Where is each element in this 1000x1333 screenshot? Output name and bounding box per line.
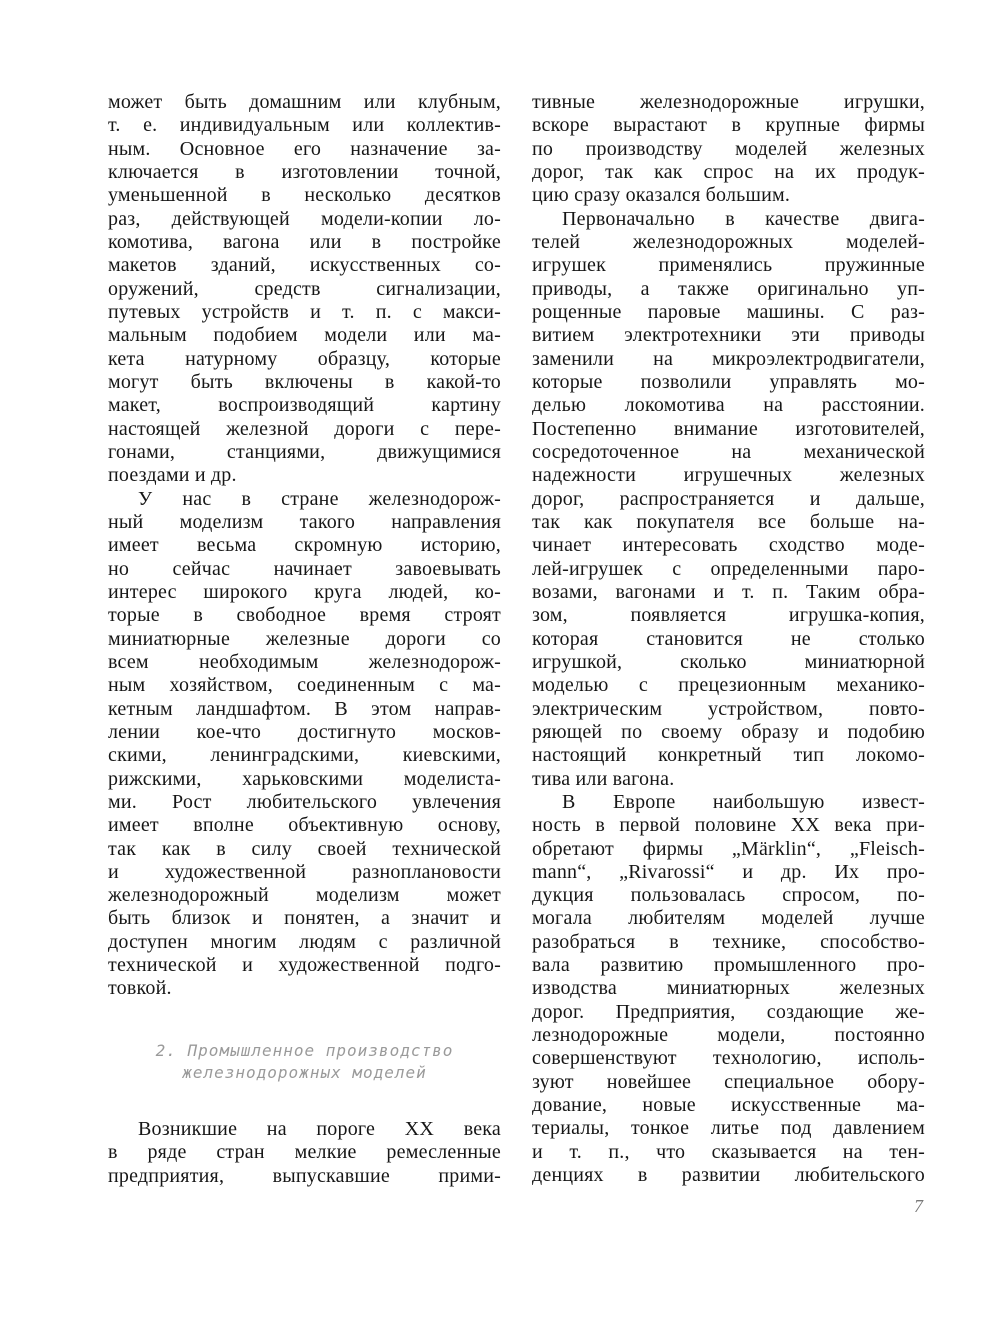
text-line: которые позволили управлять мо-	[532, 370, 925, 393]
text-line: может быть домашним или клубным,	[108, 91, 501, 113]
text-line: предприятия, выпускавшие прими-	[108, 1164, 501, 1187]
text-line: ным. Основное его назначение за-	[108, 137, 501, 160]
text-line: имеет весьма скромную историю,	[108, 534, 501, 557]
text-line: денциях в развитии любительского	[532, 1164, 925, 1187]
text-line: раз, действующей модели-копии ло-	[108, 207, 501, 230]
text-line: телей железнодорожных моделей-	[532, 230, 925, 253]
left-column-continued	[108, 1118, 501, 1188]
text-line: настоящей железной дороги с пере-	[108, 417, 501, 440]
text-line: совершенствуют технологию, исполь-	[532, 1047, 925, 1070]
text-line: вскоре вырастают в крупные фирмы	[532, 114, 925, 137]
text-line: териалы, тонкое литье под давлением	[532, 1117, 925, 1140]
text-line: дорог. Предприятия, создающие же-	[532, 1000, 925, 1023]
text-line: кетным ландшафтом. В этом направ-	[108, 697, 501, 720]
text-line: доступен многим людям с различной	[108, 930, 501, 953]
paragraph	[108, 488, 501, 1001]
text-line: гонами, станциями, движущимися	[108, 440, 501, 463]
right-column	[532, 91, 925, 1187]
text-line: рижскими, харьковскими моделиста-	[108, 767, 501, 790]
text-line: ми. Рост любительского увлечения	[108, 790, 501, 813]
text-line: и художественной разноплановости	[108, 860, 501, 883]
text-line: лезнодорожные модели, постоянно	[532, 1024, 925, 1047]
text-line: технической и художественной подго-	[108, 954, 501, 977]
text-line: могала любителям моделей лучше	[532, 907, 925, 930]
paragraph	[532, 791, 925, 1188]
section-heading-line-1: 2. Промышленное производство	[155, 1041, 454, 1060]
text-line: макетов зданий, искусственных со-	[108, 254, 501, 277]
text-line: ряющей по своему образу и подобию	[532, 720, 925, 743]
text-line: надежности игрушечных железных	[532, 464, 925, 487]
text-line: и т. п., что сказывается на тен-	[532, 1140, 925, 1163]
text-line: имеет вполне объективную основу,	[108, 814, 501, 837]
text-line: товкой.	[108, 977, 172, 1000]
text-line: так как в силу своей технической	[108, 837, 501, 860]
text-line: дукция пользовалась спросом, по-	[532, 884, 925, 907]
text-line: т. е. индивидуальным или коллектив-	[108, 114, 501, 137]
text-line: ключается в изготовлении точной,	[108, 160, 501, 183]
section-heading	[108, 1040, 501, 1084]
text-line: тивные железнодорожные игрушки,	[532, 91, 925, 113]
text-line: зом, появляется игрушка-копия,	[532, 604, 925, 627]
text-line: по производству моделей железных	[532, 137, 925, 160]
text-line: ным хозяйством, соединенным с ма-	[108, 674, 501, 697]
text-line: быть близок и понятен, а значит и	[108, 907, 501, 930]
section-heading-line-2: железнодорожных моделей	[182, 1063, 427, 1082]
paragraph	[108, 1118, 501, 1188]
text-line: моделью с прецезионным механико-	[532, 674, 925, 697]
text-line: уменьшенной в несколько десятков	[108, 184, 501, 207]
text-line: которая становится не столько	[532, 627, 925, 650]
text-line: электрическим устройством, повто-	[532, 697, 925, 720]
text-line: могут быть включены в какой-то	[108, 370, 501, 393]
text-line: оружений, средств сигнализации,	[108, 277, 501, 300]
text-line: У нас в стране железнодорож-	[138, 487, 501, 510]
text-line: возами, вагонами и т. п. Таким обра-	[532, 580, 925, 603]
text-line: В Европе наибольшую извест-	[562, 790, 925, 813]
text-line: дование, новые искусственные ма-	[532, 1094, 925, 1117]
text-line: тива или вагона.	[532, 767, 675, 790]
text-line: путевых устройств и т. п. с макси-	[108, 300, 501, 323]
paragraph	[532, 208, 925, 791]
text-line: всем необходимым железнодорож-	[108, 650, 501, 673]
text-line: лей-игрушек с определенными паро-	[532, 557, 925, 580]
text-line: разобраться в технике, способство-	[532, 930, 925, 953]
text-line: делью локомотива на расстоянии.	[532, 394, 925, 417]
text-line: мальным подобием модели или ма-	[108, 324, 501, 347]
text-line: Первоначально в качестве двига-	[562, 207, 925, 230]
paragraph	[108, 91, 501, 488]
paragraph	[532, 91, 925, 208]
text-line: миниатюрные железные дороги со	[108, 627, 501, 650]
text-line: сосредоточенное на механической	[532, 440, 925, 463]
text-line: игрушкой, сколько миниатюрной	[532, 650, 925, 673]
text-line: интерес широкого круга людей, ко-	[108, 580, 501, 603]
text-line: mann“, „Rivarossi“ и др. Их про-	[532, 860, 925, 883]
text-line: игрушек применялись пружинные	[532, 254, 925, 277]
text-line: так как покупателя все больше на-	[532, 510, 925, 533]
text-line: торые в свободное время строят	[108, 604, 501, 627]
text-line: настоящий конкретный тип локомо-	[532, 744, 925, 767]
text-line: заменили на микроэлектродвигатели,	[532, 347, 925, 370]
text-line: чинает интересовать сходство моде-	[532, 534, 925, 557]
text-line: изводства миниатюрных железных	[532, 977, 925, 1000]
text-line: скими, ленинградскими, киевскими,	[108, 744, 501, 767]
text-line: ный моделизм такого направления	[108, 510, 501, 533]
text-line: поездами и др.	[108, 464, 237, 487]
text-line: дорог, распространяется и дальше,	[532, 487, 925, 510]
text-line: Возникшие на пороге XX века	[138, 1118, 501, 1140]
text-line: витием электротехники эти приводы	[532, 324, 925, 347]
text-line: дорог, так как спрос на их продук-	[532, 160, 925, 183]
text-line: ность в первой половине XX века при-	[532, 814, 925, 837]
text-line: комотива, вагона или в постройке	[108, 230, 501, 253]
text-line: приводы, а также оригинально уп-	[532, 277, 925, 300]
text-line: макет, воспроизводящий картину	[108, 394, 501, 417]
text-line: Постепенно внимание изготовителей,	[532, 417, 925, 440]
text-line: железнодорожный моделизм может	[108, 884, 501, 907]
text-line: но сейчас начинает завоевывать	[108, 557, 501, 580]
text-line: в ряде стран мелкие ремесленные	[108, 1141, 501, 1164]
text-line: вала развитию промышленного про-	[532, 954, 925, 977]
text-line: обретают фирмы „Märklin“, „Fleisch-	[532, 837, 925, 860]
text-line: зуют новейшее специальное обору-	[532, 1070, 925, 1093]
left-column	[108, 91, 501, 1001]
text-line: рощенные паровые машины. С раз-	[532, 300, 925, 323]
page-number: 7	[914, 1196, 923, 1216]
text-line: лении кое-что достигнуто москов-	[108, 720, 501, 743]
text-line: цию сразу оказался большим.	[532, 184, 791, 207]
text-line: кета натурному образцу, которые	[108, 347, 501, 370]
